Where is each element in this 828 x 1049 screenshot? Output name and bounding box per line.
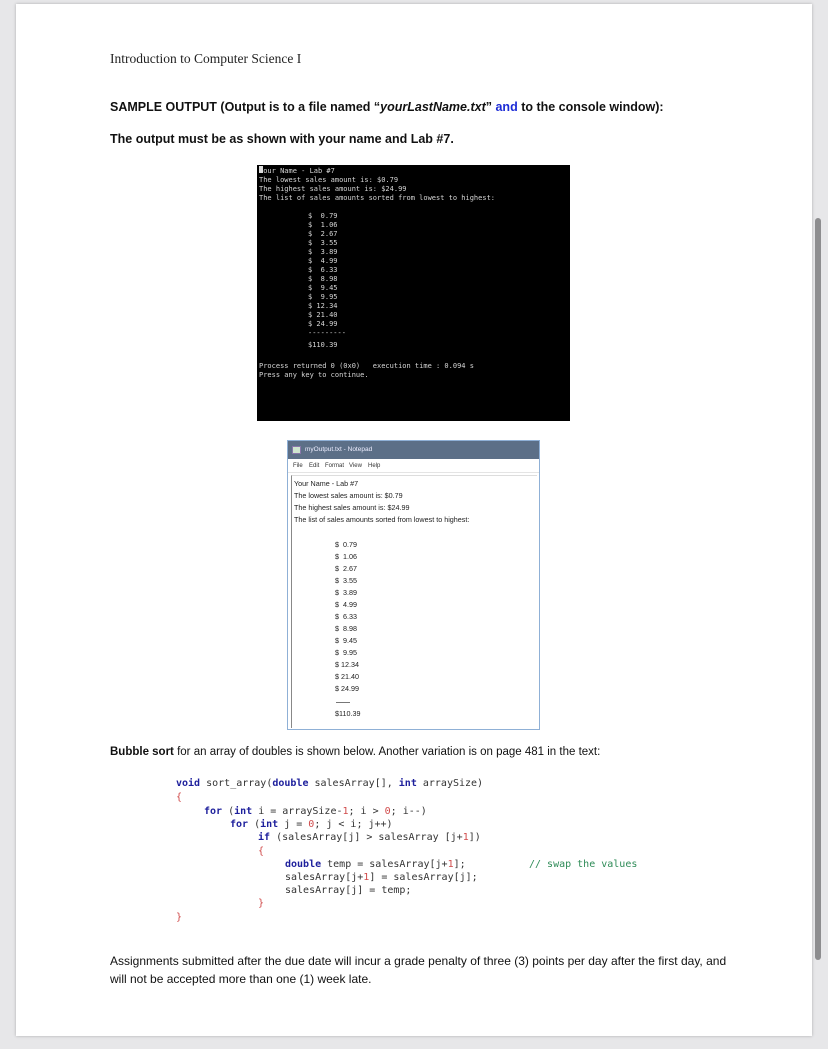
console-line: Your Name - Lab #7 <box>259 167 335 175</box>
notepad-separator <box>336 702 350 703</box>
console-value: $ 0.79 <box>308 212 338 220</box>
console-line: The highest sales amount is: $24.99 <box>259 185 407 193</box>
code-line-outer-for: for (int i = arraySize-1; i > 0; i--) <box>204 806 427 817</box>
console-value: $ 24.99 <box>308 320 338 328</box>
and-word: and <box>495 100 518 114</box>
console-screenshot <box>257 165 570 421</box>
bubble-sort-note: Bubble sort for an array of doubles is shown below. Another variation is on page 481 in the text: <box>110 746 601 758</box>
code-line-signature: void sort_array(double salesArray[], int arraySize) <box>176 778 484 789</box>
code-line-swap2: salesArray[j] = temp; <box>285 885 412 896</box>
document-page <box>16 4 812 1036</box>
sample-output-heading: SAMPLE OUTPUT (Output is to a file named “yourLastName.txt” and to the console window): <box>110 100 664 114</box>
notepad-value: $ 6.33 <box>335 612 357 621</box>
code-line-swap1: salesArray[j+1] = salesArray[j]; <box>285 872 478 883</box>
console-value: $ 21.40 <box>308 311 338 319</box>
code-inner-open-brace: { <box>258 846 265 857</box>
console-value: $ 4.99 <box>308 257 338 265</box>
menu-view[interactable]: View <box>349 463 362 469</box>
console-value: $ 2.67 <box>308 230 338 238</box>
code-line-temp: double temp = salesArray[j+1]; <box>285 859 466 870</box>
notepad-value: $ 0.79 <box>335 540 357 549</box>
console-total: $110.39 <box>308 341 338 349</box>
console-process-line: Process returned 0 (0x0) execution time : 0.094 s <box>259 362 474 370</box>
notepad-title-bar <box>288 441 539 459</box>
notepad-icon <box>292 446 301 454</box>
notepad-title: myOutput.txt - Notepad <box>305 446 373 453</box>
notepad-value: $ 3.55 <box>335 576 357 585</box>
notepad-value: $ 9.45 <box>335 636 357 645</box>
menu-edit[interactable]: Edit <box>309 463 320 469</box>
notepad-text-area[interactable] <box>291 475 537 728</box>
console-value: $ 9.45 <box>308 284 338 292</box>
course-title: Introduction to Computer Science I <box>110 51 302 66</box>
filename: yourLastName.txt <box>380 100 486 114</box>
console-value: $ 3.89 <box>308 248 338 256</box>
notepad-value: $ 4.99 <box>335 600 357 609</box>
console-value: $ 9.95 <box>308 293 338 301</box>
code-line-inner-for: for (int j = 0; j < i; j++) <box>230 819 393 830</box>
code-close-brace: } <box>176 912 183 923</box>
console-value: $ 1.06 <box>308 221 338 229</box>
console-line: The list of sales amounts sorted from lowest to highest: <box>259 194 496 202</box>
console-value: $ 8.98 <box>308 275 338 283</box>
console-value: $ 12.34 <box>308 302 338 310</box>
code-line-if: if (salesArray[j] > salesArray [j+1]) <box>258 832 481 843</box>
notepad-value: $ 12.34 <box>335 660 359 669</box>
notepad-total: $110.39 <box>335 709 361 718</box>
notepad-value: $ 3.89 <box>335 588 357 597</box>
console-press-line: Press any key to continue. <box>259 371 369 379</box>
menu-help[interactable]: Help <box>368 463 381 469</box>
notepad-line: Your Name - Lab #7 <box>294 479 359 488</box>
notepad-menu-bar <box>288 460 539 473</box>
notepad-line: The lowest sales amount is: $0.79 <box>294 491 403 500</box>
console-separator: --------- <box>308 329 346 337</box>
code-comment: // swap the values <box>529 859 638 870</box>
menu-file[interactable]: File <box>293 463 303 469</box>
notepad-window <box>287 440 540 730</box>
console-value: $ 6.33 <box>308 266 338 274</box>
output-requirement-heading: The output must be as shown with your name and Lab #7. <box>110 132 454 146</box>
code-open-brace: { <box>176 792 183 803</box>
notepad-value: $ 24.99 <box>335 684 359 693</box>
notepad-line: The list of sales amounts sorted from lowest to highest: <box>294 515 470 524</box>
notepad-value: $ 2.67 <box>335 564 357 573</box>
notepad-value: $ 1.06 <box>335 552 357 561</box>
console-line: The lowest sales amount is: $0.79 <box>259 176 399 184</box>
notepad-line: The highest sales amount is: $24.99 <box>294 503 410 512</box>
late-policy-text: Assignments submitted after the due date will incur a grade penalty of three (3) points per day after the first day, and will not be accepted more than one (1) week late. <box>110 954 727 986</box>
notepad-value: $ 21.40 <box>335 672 359 681</box>
code-inner-close-brace: } <box>258 898 265 909</box>
notepad-value: $ 9.95 <box>335 648 357 657</box>
scrollbar-thumb[interactable] <box>815 218 821 960</box>
console-value: $ 3.55 <box>308 239 338 247</box>
menu-format[interactable]: Format <box>325 463 345 469</box>
notepad-value: $ 8.98 <box>335 624 357 633</box>
